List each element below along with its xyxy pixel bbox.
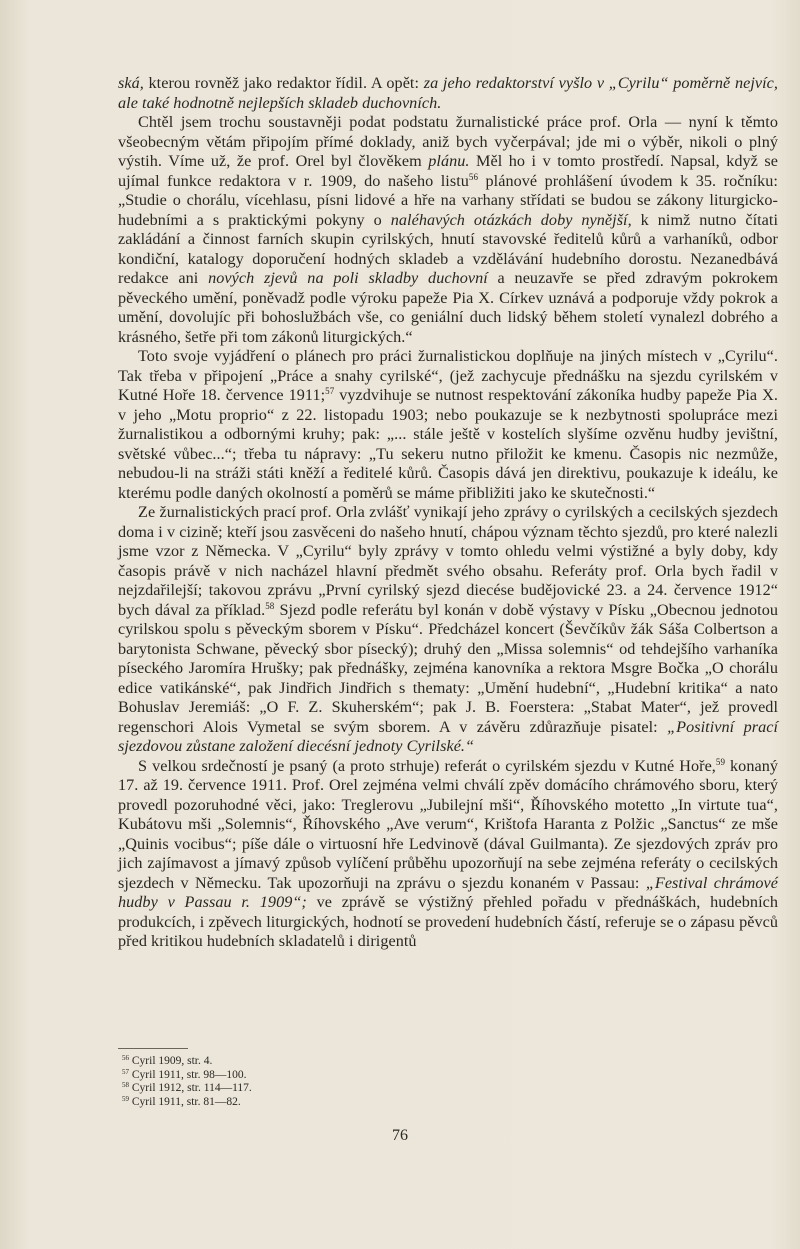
- text-run: Chtěl jsem trochu soustavněji podat podstatu žurnalistické práce prof. Orla — nyní k těmto všeobecným větám připojím přímé doklady, aniž bych vyčerpával; jde mi o výběr, nikoli o plný výstih. Víme už, že prof. Orel byl člověkem: [118, 113, 778, 170]
- footnote-number: 58: [122, 1081, 129, 1089]
- footnote: [118, 1069, 778, 1083]
- footnote-divider: [118, 1048, 188, 1049]
- footnote: [118, 1055, 778, 1069]
- text-run: Ze žurnalistických prací prof. Orla zvlášť vynikají jeho zprávy o cyrilských a cecilských sjezdech doma i v cizině; kteří jsou zasvěceni do našeho hnutí, chápou význam těchto sjezdů, pro které nalezli jsme vzor z Německa. V „Cyrilu“ byly zprávy v tomto ohledu velmi výstižné a byly doby, kdy časopis právě v nich nacházel hlavní předmět svého obsahu. Referáty prof. Orla bych řadil v nejzdařilejší; takovou zprávu „První cyrilský sjezd diecése budějovické 23. a 24. července 1912“ bych dával za příklad.: [118, 503, 778, 619]
- italic-text: „Festival chrámové hudby v Passau r. 1909“;: [118, 873, 779, 911]
- text-run: Toto svoje vyjádření o plánech pro práci žurnalistickou doplňuje na jiných místech v „Cyrilu“. Tak třeba v připojení „Práce a snahy cyrilské“, (jež zachycuje přednášku na sjezdu cyrilském v Kutné Hoře 18. července 1911;: [118, 347, 778, 404]
- italic-text: nových zjevů na poli skladby duchovní: [208, 269, 488, 287]
- footnote-reference: 57: [325, 386, 335, 396]
- text-run: ve zprávě se výstižný přehled pořadu v přednáškách, hudebních produkcích, i zpěvech liturgických, hodnotí se provedení hudebních částí, referuje se o zápasu pěvců před kritikou hudebních skladatelů i dirigentů: [118, 893, 778, 950]
- page-number: 76: [392, 1127, 408, 1144]
- footnote-number: 56: [122, 1054, 129, 1062]
- text-run: a neuzavře se před zdravým pokrokem pěveckého umění, poněvadž podle výroku papeže Pia X. Církev uznává a podporuje vždy pokrok a umění, dovolujíc při bohoslužbách vše, co geniální duch lidský během století vynalezl dobrého a krásného, šetře při tom zákonů liturgických.“: [118, 269, 778, 346]
- paragraph: [118, 113, 778, 347]
- text-run: vyzdvihuje se nutnost respektování zákoníka hudby papeže Pia X. v jeho „Motu proprio“ z 22. listopadu 1903; nebo poukazuje se k nezbytnosti spolupráce mezi žurnalistikou a odbornými kruhy; pak: „... stále ještě v kostelích slyšíme ozvěnu hudby jevištní, světské vůbec...“; třeba tu nápravy: „Tu sekeru nutno přiložit ke kmenu. Časopis nic nezmůže, nebudou-li na stráži státi kněží a ředitelé kůrů. Časopis dává jen direktivu, poukazuje k ideálu, ke kterému podle daných okolností a poměrů se máme přibližiti jako ke skutečnosti.“: [118, 386, 778, 502]
- italic-text: ská,: [118, 74, 144, 92]
- footnote-reference: 58: [265, 600, 275, 611]
- footnote-text: Cyril 1911, str. 81—82.: [131, 1095, 241, 1108]
- footnote-reference: 56: [468, 171, 478, 182]
- paragraph: [118, 347, 778, 503]
- footnote: [118, 1082, 778, 1096]
- footnote-reference: 59: [715, 756, 726, 767]
- footnote: [118, 1096, 778, 1110]
- italic-text: za jeho redaktorství vyšlo v „Cyrilu“ poměrně nejvíc, ale také hodnotně nejlepších skladeb duchovních.: [118, 74, 778, 112]
- footnote-text: Cyril 1909, str. 4.: [131, 1055, 213, 1067]
- paragraph: [118, 503, 778, 757]
- footnote-number: 59: [122, 1094, 129, 1103]
- text-run: konaný 17. až 19. července 1911. Prof. Orel zejména velmi chválí zpěv domácího chrámového sboru, který provedl pozoruhodné věci, jako: Treglerovu „Jubilejní mši“, Říhovského motetto „In virtute tua“, Kubátovu mši „Solemnis“, Říhovského „Ave verum“, Krištofa Haranta z Polžic „Sanctus“ ze mše „Quinis vocibus“; píše dále o virtuosní hře Ledvinově (dával Guilmanta). Ze sjezdových zpráv pro jich zajímavost a jímavý způsob vylíčení průběhu upozorňují na sebe zejména referáty o cecilských sjezdech v Německu. Tak upozorňuji na zprávu o sjezdu konaném v Passau:: [118, 756, 778, 892]
- paragraph: [118, 757, 778, 952]
- italic-text: plánu.: [428, 152, 470, 170]
- text-run: S velkou srdečností je psaný (a proto strhuje) referát o cyrilském sjezdu v Kutné Hoře,: [138, 756, 716, 775]
- text-run: k nimž nutno čítati zakládání a činnost farních skupin cyrilských, hnutí stavovské ředitelů kůrů a varhaníků, odbor kondiční, katalogy doporučení hodných skladeb a vzdělávání hudebního dorostu. Nezanedbává redakce ani: [118, 210, 779, 287]
- paragraph: [118, 74, 778, 113]
- footnote-text: Cyril 1912, str. 114—117.: [131, 1082, 252, 1094]
- footnotes: [118, 1048, 778, 1109]
- text-run: kterou rovněž jako redaktor řídil. A opět:: [143, 74, 424, 92]
- text-run: Sjezd podle referátu byl konán v době výstavy v Písku „Obecnou jednotou cyrilskou spolu s pěveckým sborem v Písku“. Předcházel koncert (Ševčíkův žák Sáša Colbertson a barytonista Schwane, pěvecký sbor písecký); druhý den „Missa solemnis“ od tehdejšího varhaníka píseckého Jaromíra Hrušky; pak přednášky, zejména kanovníka a rektora Msgre Bočka „O chorálu edice vatikánské“, pak Jindřich Jindřich s thematy: „Umění hudební“, „Hudební kritika“ a nato Bohuslav Jeremiáš: „O F. Z. Skuherském“; pak J. B. Foerstera: „Stabat Mater“, jež provedl regenschori Alois Vymetal se svým sborem. A v závěru zdůrazňuje pisatel:: [118, 600, 778, 736]
- body-text: [118, 74, 778, 952]
- text-run: plánové prohlášení úvodem k 35. ročníku: „Studie o chorálu, vícehlasu, písni lidové a hře na varhany střídati se budou se zákony liturgicko-hudebními a s praktickými pokyny o: [118, 171, 778, 229]
- footnote-text: Cyril 1911, str. 98—100.: [131, 1068, 247, 1081]
- text-run: Měl ho i v tomto prostředí. Napsal, když se ujímal funkce redaktora v r. 1909, do našeho listu: [118, 152, 778, 190]
- italic-text: „Positivní prací sjezdovou zůstane založení diecésní jednoty Cyrilské.“: [118, 717, 778, 755]
- footnote-number: 57: [122, 1067, 129, 1076]
- italic-text: naléhavých otázkách doby nynější,: [390, 210, 632, 229]
